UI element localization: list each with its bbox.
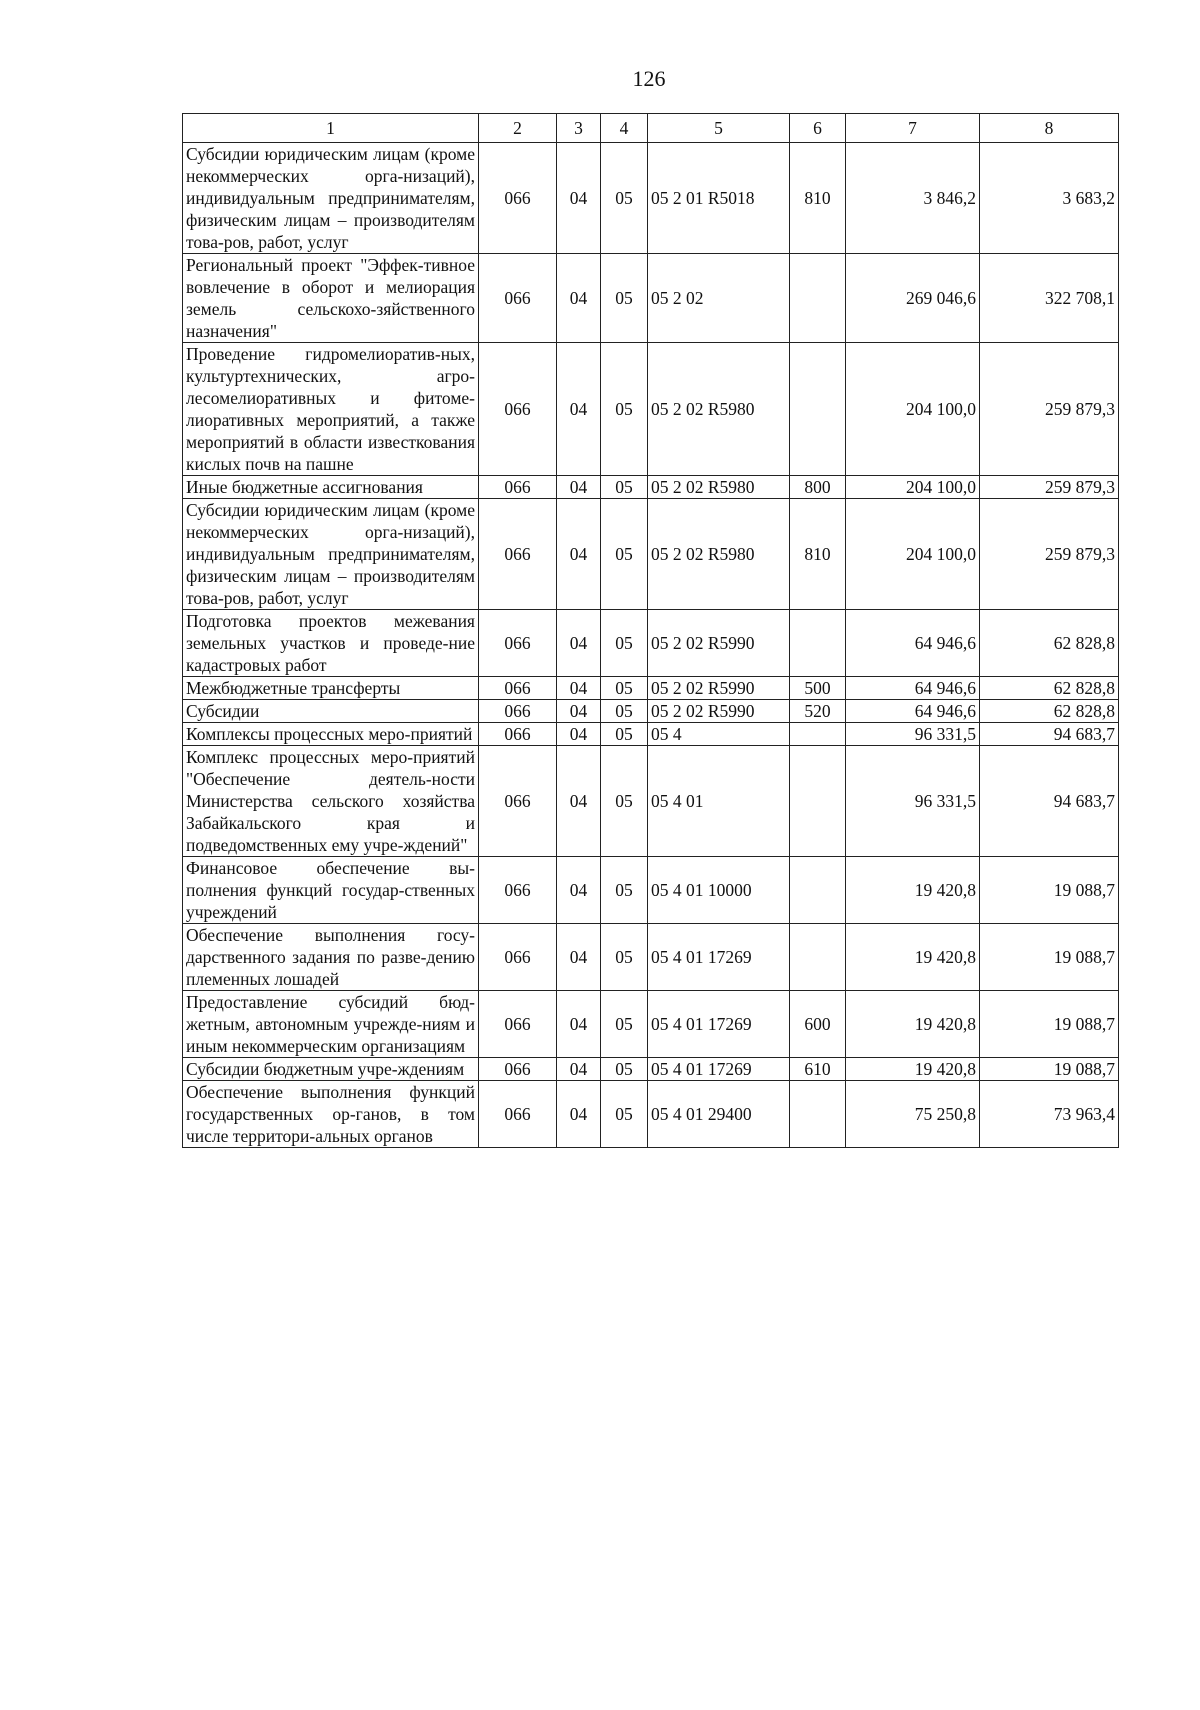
table-row — [183, 857, 1119, 924]
table-row — [183, 677, 1119, 700]
table-row — [183, 254, 1119, 343]
cell-col-8: 259 879,3 — [980, 343, 1119, 476]
cell-col-7: 19 420,8 — [846, 924, 980, 991]
column-header: 3 — [557, 114, 601, 143]
cell-col-7: 64 946,6 — [846, 677, 980, 700]
cell-col-5: 05 2 02 — [648, 254, 790, 343]
cell-col-8: 62 828,8 — [980, 700, 1119, 723]
cell-col-6 — [790, 254, 846, 343]
cell-col-4: 05 — [601, 746, 648, 857]
row-name: Межбюджетные трансферты — [183, 677, 479, 700]
cell-col-8: 259 879,3 — [980, 476, 1119, 499]
cell-col-4: 05 — [601, 1081, 648, 1148]
table-row — [183, 143, 1119, 254]
cell-col-2: 066 — [479, 700, 557, 723]
cell-col-4: 05 — [601, 1058, 648, 1081]
cell-col-3: 04 — [557, 499, 601, 610]
cell-col-2: 066 — [479, 857, 557, 924]
cell-col-4: 05 — [601, 499, 648, 610]
cell-col-2: 066 — [479, 1058, 557, 1081]
cell-col-2: 066 — [479, 1081, 557, 1148]
column-header: 5 — [648, 114, 790, 143]
cell-col-5: 05 4 01 10000 — [648, 857, 790, 924]
cell-col-7: 19 420,8 — [846, 857, 980, 924]
cell-col-4: 05 — [601, 924, 648, 991]
cell-col-6 — [790, 746, 846, 857]
cell-col-6: 500 — [790, 677, 846, 700]
cell-col-5: 05 4 01 — [648, 746, 790, 857]
row-name: Обеспечение выполнения функций государственных ор-ганов, в том числе территори-альных органов — [183, 1081, 479, 1148]
cell-col-5: 05 4 01 17269 — [648, 924, 790, 991]
cell-col-7: 64 946,6 — [846, 700, 980, 723]
cell-col-6: 810 — [790, 499, 846, 610]
cell-col-6: 800 — [790, 476, 846, 499]
cell-col-7: 64 946,6 — [846, 610, 980, 677]
cell-col-8: 19 088,7 — [980, 1058, 1119, 1081]
row-name: Подготовка проектов межевания земельных участков и проведе-ние кадастровых работ — [183, 610, 479, 677]
table-row — [183, 991, 1119, 1058]
cell-col-4: 05 — [601, 143, 648, 254]
cell-col-6 — [790, 610, 846, 677]
table-row — [183, 610, 1119, 677]
row-name: Субсидии юридическим лицам (кроме некоммерческих орга-низаций), индивидуальным предпринимателям, физическим лицам – производителям това-ров, работ, услуг — [183, 499, 479, 610]
cell-col-4: 05 — [601, 476, 648, 499]
cell-col-4: 05 — [601, 700, 648, 723]
table-row — [183, 499, 1119, 610]
row-name: Финансовое обеспечение вы-полнения функций государ-ственных учреждений — [183, 857, 479, 924]
column-header: 8 — [980, 114, 1119, 143]
cell-col-3: 04 — [557, 991, 601, 1058]
cell-col-3: 04 — [557, 143, 601, 254]
table-row — [183, 746, 1119, 857]
cell-col-5: 05 2 01 R5018 — [648, 143, 790, 254]
cell-col-5: 05 4 01 17269 — [648, 1058, 790, 1081]
cell-col-2: 066 — [479, 991, 557, 1058]
cell-col-6 — [790, 924, 846, 991]
cell-col-4: 05 — [601, 677, 648, 700]
cell-col-5: 05 2 02 R5990 — [648, 677, 790, 700]
cell-col-2: 066 — [479, 499, 557, 610]
table-row — [183, 723, 1119, 746]
header-row — [183, 114, 1119, 143]
cell-col-5: 05 2 02 R5980 — [648, 476, 790, 499]
row-name: Субсидии бюджетным учре-ждениям — [183, 1058, 479, 1081]
cell-col-5: 05 2 02 R5990 — [648, 610, 790, 677]
cell-col-7: 204 100,0 — [846, 476, 980, 499]
cell-col-6 — [790, 857, 846, 924]
cell-col-8: 62 828,8 — [980, 610, 1119, 677]
column-header: 6 — [790, 114, 846, 143]
cell-col-7: 269 046,6 — [846, 254, 980, 343]
column-header: 2 — [479, 114, 557, 143]
cell-col-7: 19 420,8 — [846, 991, 980, 1058]
cell-col-6 — [790, 723, 846, 746]
cell-col-6: 520 — [790, 700, 846, 723]
cell-col-5: 05 2 02 R5990 — [648, 700, 790, 723]
cell-col-4: 05 — [601, 610, 648, 677]
row-name: Комплексы процессных меро-приятий — [183, 723, 479, 746]
column-header: 7 — [846, 114, 980, 143]
cell-col-2: 066 — [479, 677, 557, 700]
cell-col-6: 600 — [790, 991, 846, 1058]
cell-col-3: 04 — [557, 476, 601, 499]
cell-col-8: 94 683,7 — [980, 723, 1119, 746]
cell-col-3: 04 — [557, 1081, 601, 1148]
row-name: Проведение гидромелиоратив-ных, культуртехнических, агро-лесомелиоративных и фитоме-лиоративных мероприятий, а также мероприятий в области известкования кислых почв на пашне — [183, 343, 479, 476]
cell-col-2: 066 — [479, 476, 557, 499]
budget-table — [182, 113, 1119, 1148]
cell-col-4: 05 — [601, 991, 648, 1058]
column-header: 4 — [601, 114, 648, 143]
row-name: Обеспечение выполнения госу-дарственного задания по разве-дению племенных лошадей — [183, 924, 479, 991]
table-row — [183, 343, 1119, 476]
cell-col-3: 04 — [557, 610, 601, 677]
cell-col-3: 04 — [557, 700, 601, 723]
row-name: Предоставление субсидий бюд-жетным, автономным учрежде-ниям и иным некоммерческим организациям — [183, 991, 479, 1058]
table-row — [183, 700, 1119, 723]
cell-col-3: 04 — [557, 1058, 601, 1081]
cell-col-5: 05 4 — [648, 723, 790, 746]
cell-col-8: 19 088,7 — [980, 991, 1119, 1058]
cell-col-6: 810 — [790, 143, 846, 254]
cell-col-8: 3 683,2 — [980, 143, 1119, 254]
cell-col-3: 04 — [557, 746, 601, 857]
cell-col-8: 19 088,7 — [980, 924, 1119, 991]
cell-col-7: 96 331,5 — [846, 723, 980, 746]
cell-col-8: 94 683,7 — [980, 746, 1119, 857]
cell-col-4: 05 — [601, 343, 648, 476]
cell-col-5: 05 4 01 17269 — [648, 991, 790, 1058]
cell-col-4: 05 — [601, 723, 648, 746]
cell-col-2: 066 — [479, 254, 557, 343]
cell-col-6 — [790, 1081, 846, 1148]
cell-col-2: 066 — [479, 746, 557, 857]
row-name: Комплекс процессных меро-приятий "Обеспечение деятель-ности Министерства сельского хозяйства Забайкальского края и подведомственных ему учре-ждений" — [183, 746, 479, 857]
cell-col-3: 04 — [557, 857, 601, 924]
page-number: 126 — [632, 66, 666, 91]
cell-col-3: 04 — [557, 677, 601, 700]
table-row — [183, 1058, 1119, 1081]
cell-col-8: 322 708,1 — [980, 254, 1119, 343]
cell-col-5: 05 2 02 R5980 — [648, 343, 790, 476]
cell-col-7: 3 846,2 — [846, 143, 980, 254]
column-header: 1 — [183, 114, 479, 143]
table-row — [183, 476, 1119, 499]
cell-col-7: 204 100,0 — [846, 343, 980, 476]
table-row — [183, 924, 1119, 991]
row-name: Иные бюджетные ассигнования — [183, 476, 479, 499]
cell-col-4: 05 — [601, 254, 648, 343]
cell-col-8: 62 828,8 — [980, 677, 1119, 700]
cell-col-2: 066 — [479, 924, 557, 991]
cell-col-7: 19 420,8 — [846, 1058, 980, 1081]
cell-col-6 — [790, 343, 846, 476]
row-name: Субсидии юридическим лицам (кроме некоммерческих орга-низаций), индивидуальным предпринимателям, физическим лицам – производителям това-ров, работ, услуг — [183, 143, 479, 254]
cell-col-7: 75 250,8 — [846, 1081, 980, 1148]
cell-col-3: 04 — [557, 723, 601, 746]
cell-col-8: 259 879,3 — [980, 499, 1119, 610]
row-name: Региональный проект "Эффек-тивное вовлечение в оборот и мелиорация земель сельскохо-зяйственного назначения" — [183, 254, 479, 343]
cell-col-3: 04 — [557, 924, 601, 991]
cell-col-2: 066 — [479, 143, 557, 254]
cell-col-5: 05 4 01 29400 — [648, 1081, 790, 1148]
table-row — [183, 1081, 1119, 1148]
cell-col-5: 05 2 02 R5980 — [648, 499, 790, 610]
cell-col-2: 066 — [479, 723, 557, 746]
cell-col-3: 04 — [557, 254, 601, 343]
cell-col-4: 05 — [601, 857, 648, 924]
cell-col-3: 04 — [557, 343, 601, 476]
cell-col-6: 610 — [790, 1058, 846, 1081]
row-name: Субсидии — [183, 700, 479, 723]
cell-col-7: 96 331,5 — [846, 746, 980, 857]
cell-col-2: 066 — [479, 610, 557, 677]
cell-col-7: 204 100,0 — [846, 499, 980, 610]
cell-col-8: 19 088,7 — [980, 857, 1119, 924]
cell-col-8: 73 963,4 — [980, 1081, 1119, 1148]
cell-col-2: 066 — [479, 343, 557, 476]
